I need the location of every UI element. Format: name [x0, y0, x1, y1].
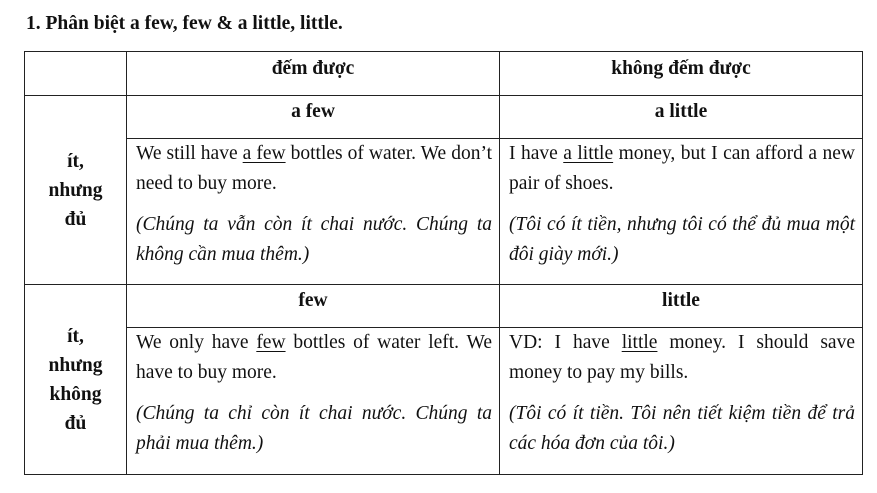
example-english — [136, 139, 492, 199]
example-text: bottles of water. We don’t need to buy more. — [136, 143, 492, 194]
example-few — [127, 328, 500, 475]
highlighted-word: little — [621, 332, 658, 353]
example-text: We still have — [136, 143, 243, 164]
example-english — [509, 328, 855, 388]
word-row-2 — [25, 285, 863, 328]
row-label-2-line-4: đủ — [64, 412, 87, 434]
highlighted-word: a few — [242, 143, 286, 164]
row-label-1-line-3: đủ — [64, 208, 87, 230]
example-a-little — [500, 139, 863, 285]
word-a-little: a little — [500, 96, 863, 139]
example-text: money, but I can afford a new pair of shoes. — [509, 143, 855, 194]
column-header-uncountable: không đếm được — [500, 52, 863, 96]
example-row-1 — [25, 139, 863, 285]
example-translation: (Tôi có ít tiền. Tôi nên tiết kiệm tiền để trả các hóa đơn của tôi.) — [509, 403, 855, 454]
word-little: little — [500, 285, 863, 328]
example-text: We only have — [136, 332, 257, 353]
highlighted-word: few — [256, 332, 286, 353]
row-label-2-line-1: ít, — [67, 325, 84, 347]
example-english — [509, 139, 855, 199]
example-little — [500, 328, 863, 475]
word-few: few — [127, 285, 500, 328]
example-translation: (Chúng ta chỉ còn ít chai nước. Chúng ta phải mua thêm.) — [136, 403, 492, 454]
example-a-few — [127, 139, 500, 285]
comparison-table — [24, 51, 863, 475]
word-a-few: a few — [127, 96, 500, 139]
example-text: VD: I have — [509, 332, 622, 353]
highlighted-word: a little — [563, 143, 614, 164]
example-translation: (Tôi có ít tiền, nhưng tôi có thể đủ mua một đôi giày mới.) — [509, 214, 855, 265]
example-row-2 — [25, 328, 863, 475]
word-row-1 — [25, 96, 863, 139]
column-header-countable: đếm được — [127, 52, 500, 96]
row-label-1-line-1: ít, — [67, 150, 84, 172]
example-translation: (Chúng ta vẫn còn ít chai nước. Chúng ta không cần mua thêm.) — [136, 214, 492, 265]
row-label-1 — [25, 96, 127, 285]
example-text: I have — [509, 143, 564, 164]
header-row — [25, 52, 863, 96]
row-label-1-line-2: nhưng — [48, 179, 103, 201]
row-label-2-line-3: không — [49, 383, 102, 405]
row-label-2 — [25, 285, 127, 475]
corner-cell — [25, 52, 127, 96]
page-title: 1. Phân biệt a few, few & a little, little. — [26, 13, 343, 34]
example-text: bottles of water left. We have to buy more. — [136, 332, 492, 383]
row-label-2-line-2: nhưng — [48, 354, 103, 376]
example-english — [136, 328, 492, 388]
example-text: money. I should save money to pay my bills. — [509, 332, 855, 383]
